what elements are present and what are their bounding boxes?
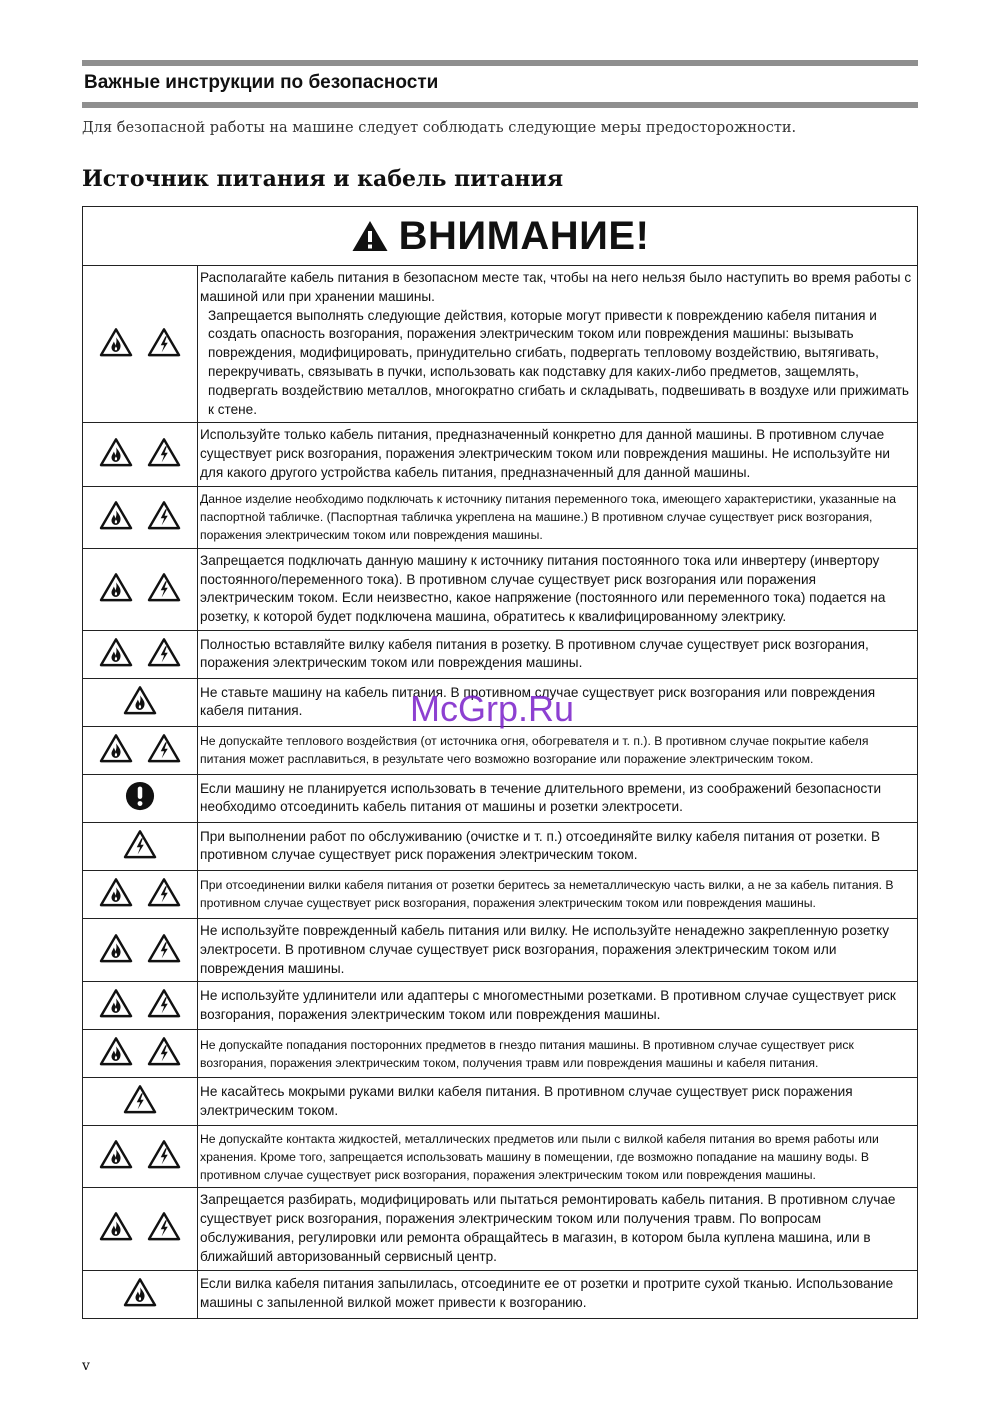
table-row (83, 1188, 918, 1270)
row-text: Запрещается подключать данную машину к источнику питания постоянного тока или инвертеру (инвертору постоянного/переменного тока). В противном случае существует риск возгорания или поражения электрическим током. Если неизвестно, какое напряжение (постоянного или переменного тока) подается на розетку, к которой будет подключена машина, обратитесь к квалифицированному электрику. (198, 548, 918, 630)
row-text: Если вилка кабеля питания запылилась, отсоедините ее от розетки и протрите сухой тканью. Использование машины с запыленной вилкой может привести к возгоранию. (198, 1270, 918, 1318)
row-text: Запрещается разбирать, модифицировать или пытаться ремонтировать кабель питания. В противном случае существует риск возгорания, поражения электрическим током или получения травм. По вопросам обслуживания, регулировки или ремонта обращайтесь в магазин, в котором была куплена машина, или в ближайший авторизованный сервисный центр. (198, 1188, 918, 1270)
electric-shock-icon (147, 500, 181, 530)
table-row (83, 548, 918, 630)
fire-hazard-icon (99, 500, 133, 530)
row-text: При отсоединении вилки кабеля питания от розетки беритесь за неметаллическую часть вилки, а не за кабель питания. В противном случае существует риск возгорания, поражения электрическим током или повреждения машины. (198, 870, 918, 918)
row-text: Не допускайте теплового воздействия (от источника огня, обогревателя и т. п.). В противном случае покрытие кабеля питания может расплавиться, в результате чего возможно возгорание или поражение электрическим током. (198, 726, 918, 774)
section-header-bar (82, 60, 918, 108)
fire-hazard-icon (99, 637, 133, 667)
fire-hazard-icon (99, 1036, 133, 1066)
fire-hazard-icon (99, 733, 133, 763)
electric-shock-icon (147, 1139, 181, 1169)
fire-hazard-icon (99, 327, 133, 357)
row-text: Не касайтесь мокрыми руками вилки кабеля питания. В противном случае существует риск поражения электрическим током. (198, 1078, 918, 1126)
electric-shock-icon (147, 572, 181, 602)
row-text: Если машину не планируется использовать в течение длительного времени, из соображений безопасности необходимо отсоединить кабель питания от машины и розетки электросети. (198, 774, 918, 822)
fire-hazard-icon (99, 933, 133, 963)
table-row (83, 918, 918, 981)
electric-shock-icon (147, 1211, 181, 1241)
table-row (83, 822, 918, 870)
fire-hazard-icon (123, 1277, 157, 1307)
row-subtext: Запрещается выполнять следующие действия, которые могут привести к повреждению кабеля питания и создать опасность возгорания, поражения электрическим током или повреждения машины: вызывать повреждения, модифицировать, принудительно сгибать, подвергать тепловому воздействию, вытягивать, перекручивать, связывать в пучки, использовать как подставку для каких-либо предметов, защемлять, подвергать воздействию металлов, многократно сгибать и складывать, подвешивать в воздухе или прижимать к стене. (208, 307, 910, 417)
table-row (83, 266, 918, 423)
table-row (83, 1078, 918, 1126)
watermark: McGrp.Ru (410, 688, 575, 729)
fire-hazard-icon (123, 685, 157, 715)
page-number: v (82, 1358, 90, 1374)
bottom-rule (82, 102, 918, 108)
page-heading: Источник питания и кабель питания (82, 166, 564, 192)
warning-title: ВНИМАНИЕ! (398, 213, 650, 258)
electric-shock-icon (147, 988, 181, 1018)
row-text: Не используйте поврежденный кабель питания или вилку. Не используйте ненадежно закрепленную розетку электросети. В противном случае существует риск возгорания, поражения электрическим током или повреждения машины. (198, 918, 918, 981)
warning-header-row (83, 207, 918, 266)
section-title: Важные инструкции по безопасности (84, 72, 439, 93)
electric-shock-icon (147, 437, 181, 467)
row-text: Данное изделие необходимо подключать к источнику питания переменного тока, имеющего характеристики, указанные на паспортной табличке. (Паспортная табличка укреплена на машине.) В противном случае существует риск возгорания, поражения электрическим током или повреждения машины. (198, 486, 918, 548)
mandatory-action-icon (125, 781, 155, 811)
table-row (83, 630, 918, 678)
table-row (83, 1270, 918, 1318)
electric-shock-icon (123, 829, 157, 859)
row-text: Не используйте удлинители или адаптеры с многоместными розетками. В противном случае существует риск возгорания, поражения электрическим током или повреждения машины. (198, 982, 918, 1030)
fire-hazard-icon (99, 1139, 133, 1169)
table-row (83, 423, 918, 486)
fire-hazard-icon (99, 988, 133, 1018)
electric-shock-icon (147, 637, 181, 667)
table-row (83, 982, 918, 1030)
warning-table (82, 206, 918, 1319)
electric-shock-icon (123, 1084, 157, 1114)
fire-hazard-icon (99, 877, 133, 907)
fire-hazard-icon (99, 572, 133, 602)
intro-text: Для безопасной работы на машине следует соблюдать следующие меры предосторожности. (82, 120, 797, 136)
table-row (83, 870, 918, 918)
fire-hazard-icon (99, 1211, 133, 1241)
table-row (83, 486, 918, 548)
row-text: Не допускайте контакта жидкостей, металлических предметов или пыли с вилкой кабеля питания во время работы или хранения. Кроме того, запрещается использовать машину в помещении, где возможно попадание на машину воды. В противном случае существует риск возгорания, поражения электрическим током или повреждения машины. (198, 1126, 918, 1188)
row-text: Располагайте кабель питания в безопасном месте так, чтобы на него нельзя было наступить во время работы с машиной или при хранении машины. (200, 270, 912, 304)
table-row (83, 774, 918, 822)
row-text: Не ставьте машину на кабель питания. В противном случае существует риск возгорания или повреждения кабеля питания. (198, 678, 918, 726)
row-text: При выполнении работ по обслуживанию (очистке и т. п.) отсоединяйте вилку кабеля питания от розетки. В противном случае существует риск поражения электрическим током. (198, 822, 918, 870)
table-row (83, 1126, 918, 1188)
warning-triangle-icon (351, 219, 389, 253)
table-row (83, 726, 918, 774)
electric-shock-icon (147, 933, 181, 963)
fire-hazard-icon (99, 437, 133, 467)
electric-shock-icon (147, 1036, 181, 1066)
row-text: Используйте только кабель питания, предназначенный конкретно для данной машины. В противном случае существует риск возгорания, поражения электрическим током или повреждения машины. Не используйте ни для какого другого устройства кабель питания, предназначенный для данной машины. (198, 423, 918, 486)
table-row (83, 1030, 918, 1078)
electric-shock-icon (147, 733, 181, 763)
electric-shock-icon (147, 877, 181, 907)
electric-shock-icon (147, 327, 181, 357)
row-text: Полностью вставляйте вилку кабеля питания в розетку. В противном случае существует риск возгорания, поражения электрическим током или повреждения машины. (198, 630, 918, 678)
row-text: Не допускайте попадания посторонних предметов в гнездо питания машины. В противном случае существует риск возгорания, поражения электрическим током, получения травм или повреждения машины и кабеля питания. (198, 1030, 918, 1078)
